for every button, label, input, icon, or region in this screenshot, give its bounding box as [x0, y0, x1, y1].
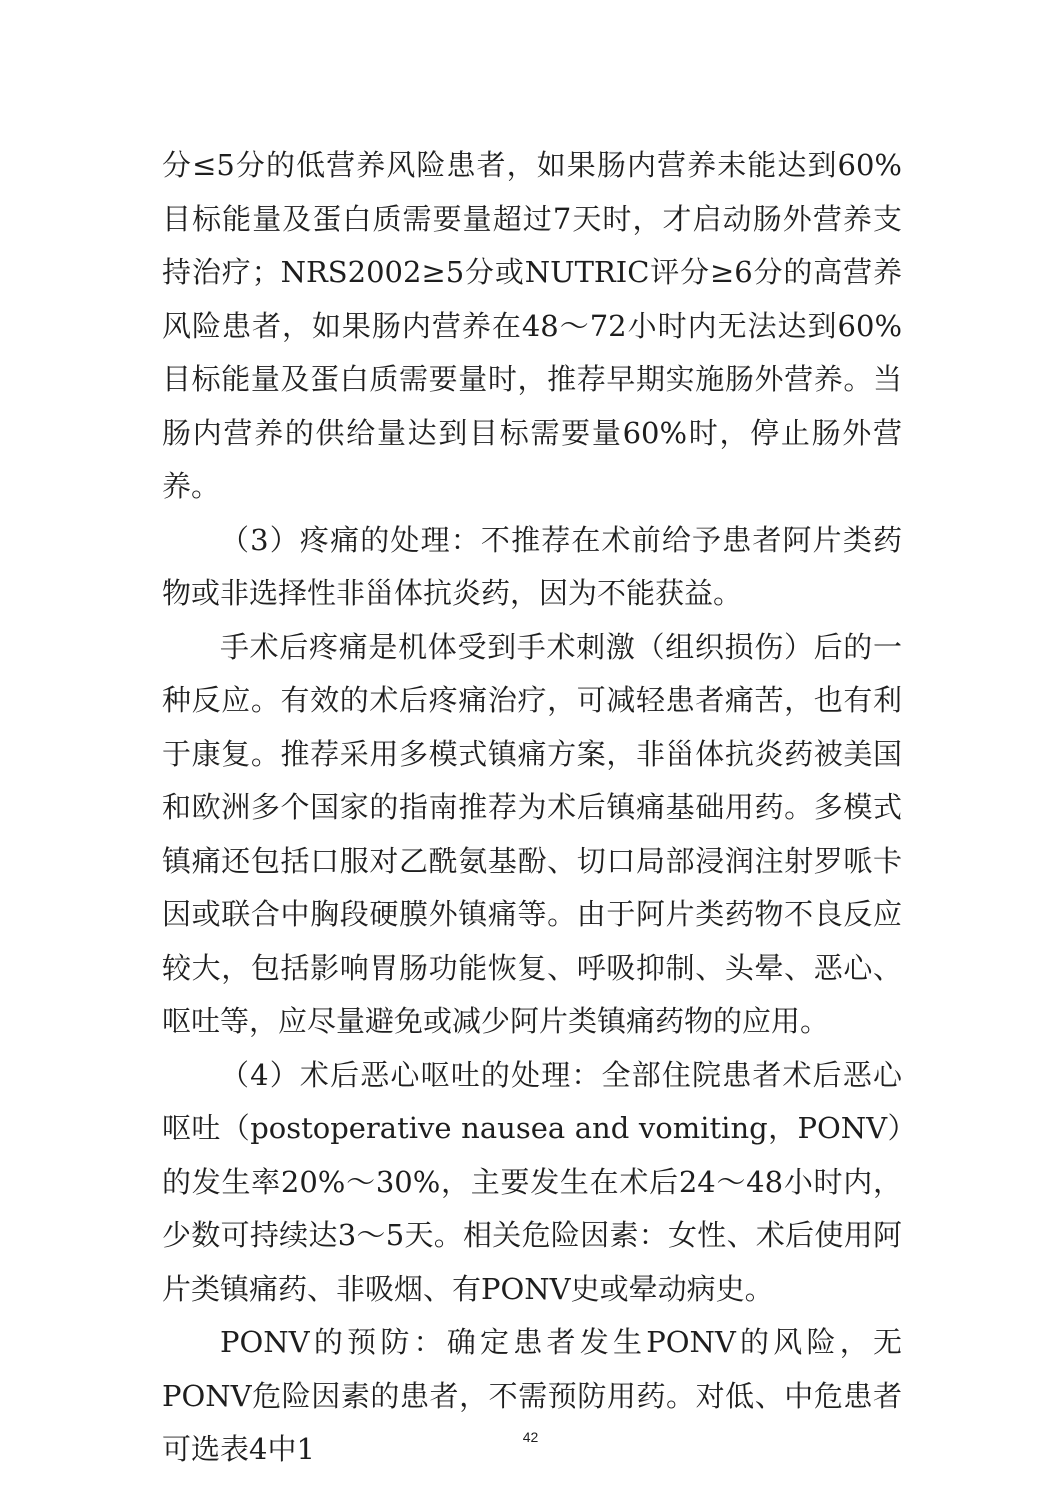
page-number: 42	[522, 1429, 539, 1445]
paragraph-pain-body: 手术后疼痛是机体受到手术刺激（组织损伤）后的一种反应。有效的术后疼痛治疗，可减轻患者痛苦，也有利于康复。推荐采用多模式镇痛方案，非甾体抗炎药被美国和欧洲多个国家的指南推荐为术后镇痛基础用药。多模式镇痛还包括口服对乙酰氨基酚、切口局部浸润注射罗哌卡因或联合中胸段硬膜外镇痛等。由于阿片类药物不良反应较大，包括影响胃肠功能恢复、呼吸抑制、头晕、恶心、呕吐等，应尽量避免或减少阿片类镇痛药物的应用。	[162, 629, 902, 1038]
paragraph-ponv-prevention: PONV的预防：确定患者发生PONV的风险，无PONV危险因素的患者，不需预防用药。对低、中危患者可选表4中1	[162, 1325, 902, 1466]
document-body	[162, 139, 902, 1477]
paragraph-nutrition: 分≤5分的低营养风险患者，如果肠内营养未能达到60%目标能量及蛋白质需要量超过7天时，才启动肠外营养支持治疗；NRS2002≥5分或NUTRIC评分≥6分的高营养风险患者，如果肠内营养在48～72小时内无法达到60%目标能量及蛋白质需要量时，推荐早期实施肠外营养。当肠内营养的供给量达到目标需要量60%时，停止肠外营养。	[162, 148, 902, 503]
paragraph-ponv-heading: （4）术后恶心呕吐的处理：全部住院患者术后恶心呕吐（postoperative nausea and vomiting，PONV）的发生率20%～30%，主要发生在术后24～48小时内，少数可持续达3～5天。相关危险因素：女性、术后使用阿片类镇痛药、非吸烟、有PONV史或晕动病史。	[162, 1057, 902, 1306]
paragraph-pain-heading: （3）疼痛的处理：不推荐在术前给予患者阿片类药物或非选择性非甾体抗炎药，因为不能获益。	[162, 522, 902, 610]
